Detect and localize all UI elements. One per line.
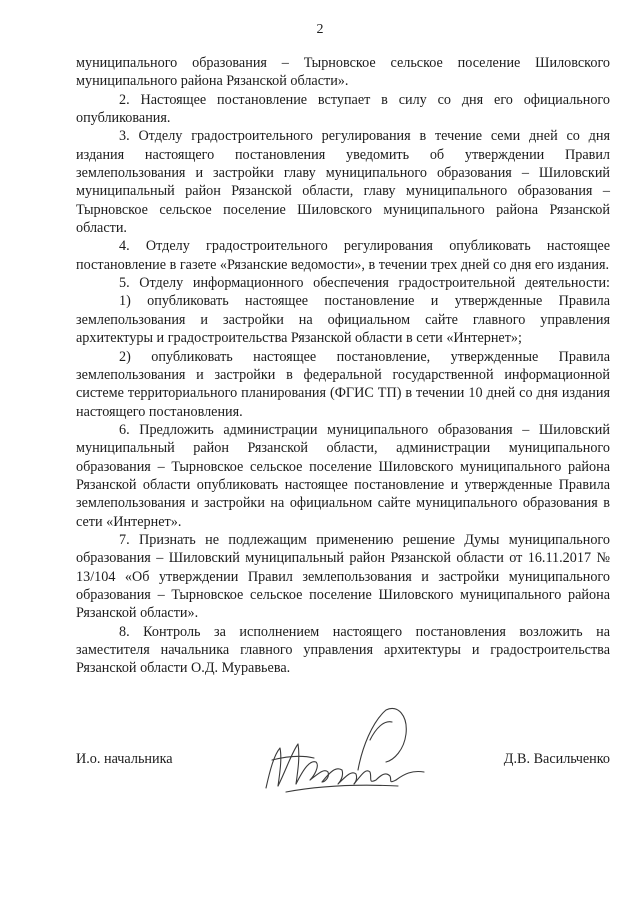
paragraph-5-1: 1) опубликовать настоящее постановление и утвержденные Правила землепользования и застройки на официальном сайте главного управления архитектуры и градостроительства Рязанской области в сети «Интернет»; — [76, 293, 610, 347]
paragraph-6: 6. Предложить администрации муниципального образования – Шиловский муниципальный район Рязанской области, администрации муниципального образования – Тырновское сельское поселение Шиловского муниципального района Рязанской области опубликовать настоящее постановление и утвержденные Правила землепользования и застройки на официальном сайте муниципального образования в сети «Интернет». — [76, 421, 610, 530]
signatory-title: И.о. начальника — [76, 751, 173, 767]
signatory-name: Д.В. Васильченко — [503, 751, 610, 767]
paragraph-4: 4. Отделу градостроительного регулирования опубликовать настоящее постановление в газете «Рязанские ведомости», в течении трех дней со дня его издания. — [76, 238, 610, 273]
document-body — [76, 54, 610, 678]
paragraph-2: 2. Настоящее постановление вступает в силу со дня его официального опубликования. — [76, 91, 610, 127]
paragraph-5: 5. Отделу информационного обеспечения градостроительной деятельности: — [119, 275, 610, 292]
handwritten-signature — [258, 700, 433, 805]
paragraph-5-2: 2) опубликовать настоящее постановление, утвержденные Правила землепользования и застройки в федеральной государственной информационной системе территориального планирования (ФГИС ТП) в течении 10 дней со дня издания настоящего постановления. — [76, 348, 610, 420]
paragraph-continuation: муниципального образования – Тырновское сельское поселение Шиловского муниципального района Рязанской области». — [76, 55, 610, 90]
paragraph-7: 7. Признать не подлежащим применению решение Думы муниципального образования – Шиловский муниципальный район Рязанской области от 16.11.2017 № 13/104 «Об утверждении Правил землепользования и застройки муниципального образования – Тырновское сельское поселение Шиловского муниципального района Рязанской области». — [76, 531, 610, 622]
page-number: 2 — [316, 22, 324, 37]
paragraph-8: 8. Контроль за исполнением настоящего постановления возложить на заместителя начальника главного управления архитектуры и градостроительства Рязанской области О.Д. Муравьева. — [76, 623, 610, 677]
paragraph-3: 3. Отделу градостроительного регулирования в течение семи дней со дня издания настоящего постановления уведомить об утверждении Правил землепользования и застройки главу муниципального образования – Шиловский муниципальный район Рязанской области, главу муниципального образования – Тырновское сельское поселение Шиловского муниципального района Рязанской области. — [76, 128, 610, 237]
